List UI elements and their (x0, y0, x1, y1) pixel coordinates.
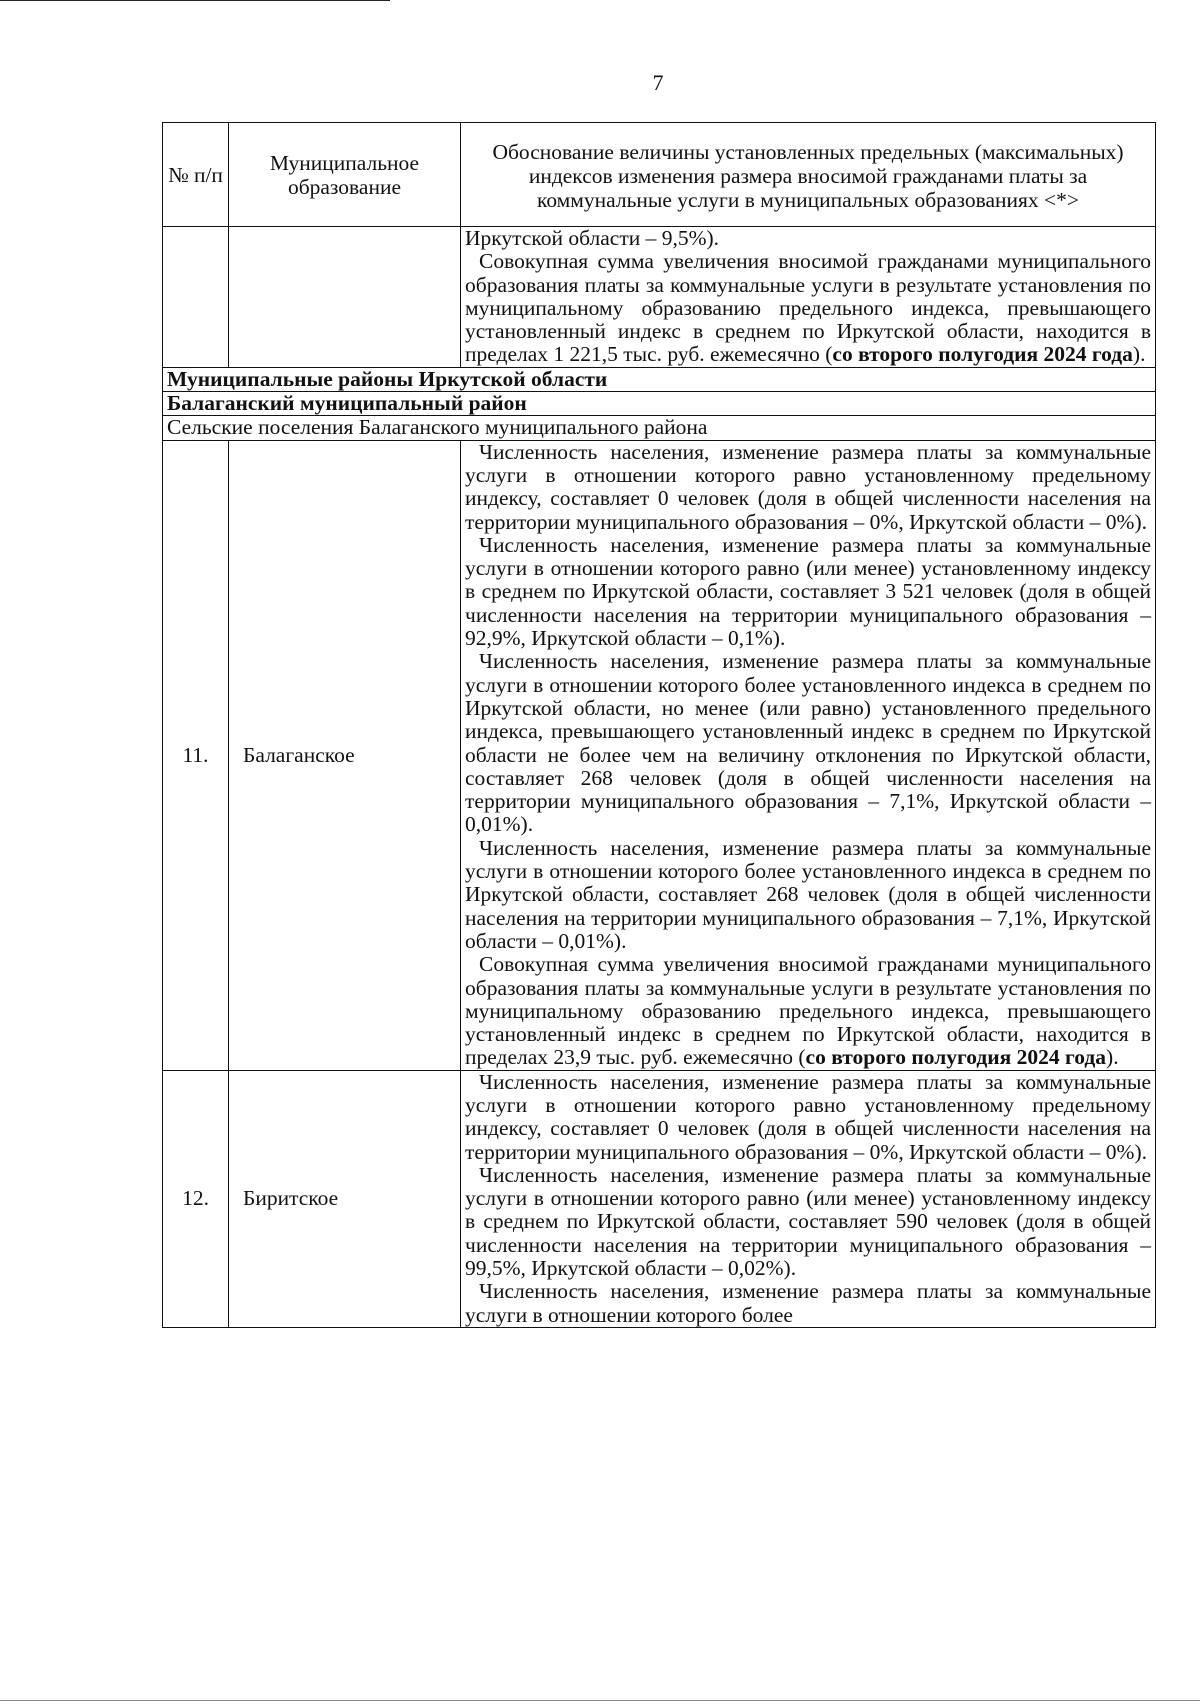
district-row (163, 392, 1156, 416)
continuation-row (163, 227, 1156, 368)
page-number: 7 (652, 70, 664, 95)
continuation-paragraph-2 (465, 250, 1151, 366)
row-basis (461, 440, 1156, 1070)
basis-period: со второго полугодия 2024 года (805, 1045, 1107, 1070)
basis-paragraph-2: Численность населения, изменение размера платы за коммунальные услуги в отношении которого равно (или менее) установленному индексу в среднем по Иркутской области, составляет 3 521 человек (доля в общей численности населения на территории муниципального образования – 92,9%, Иркутской области – 0,1%). (465, 532, 1151, 651)
basis-paragraph-5-end: ). (1106, 1045, 1119, 1070)
row-municipality: Балаганское (229, 440, 461, 1070)
bottom-edge-line (0, 1700, 1200, 1701)
basis-paragraph-5-text: Совокупная сумма увеличения вносимой гражданами муниципального образования платы за коммунальные услуги в результате установления по муниципальному образованию предельного индекса, превышающего установленный индекс в среднем по Иркутской области, находится в пределах 23,9 тыс. руб. ежемесячно ( (465, 952, 1151, 1070)
continuation-period: со второго полугодия 2024 года (832, 342, 1133, 367)
table-header-row (163, 123, 1156, 227)
basis-paragraph-1: Численность населения, изменение размера платы за коммунальные услуги в отношении которого равно установленному предельному индексу, составляет 0 человек (доля в общей численности населения на территории муниципального образования – 0%, Иркутской области – 0%). (465, 1069, 1151, 1164)
table-row (163, 1070, 1156, 1327)
row-basis (461, 1070, 1156, 1327)
district-title: Балаганский муниципальный район (163, 392, 1156, 416)
row-number: 12. (163, 1070, 229, 1327)
header-municipality: Муниципальное образование (229, 123, 461, 227)
basis-paragraph-3: Численность населения, изменение размера платы за коммунальные услуги в отношении которого более установленного индекса в среднем по Иркутской области, но менее (или равно) установленного предельного индекса, превышающего установленный индекс в среднем по Иркутской области не более чем на величину отклонения по Иркутской области, составляет 268 человек (доля в общей численности населения на территории муниципального образования – 7,1%, Иркутской области – 0,01%). (465, 649, 1151, 837)
basis-paragraph-5 (465, 953, 1151, 1069)
continuation-number-cell (163, 227, 229, 368)
continuation-paragraph-2-end: ). (1132, 342, 1146, 367)
top-edge-line (0, 0, 390, 1)
header-basis: Обоснование величины установленных предельных (максимальных) индексов изменения размера вносимой гражданами платы за коммунальные услуги в муниципальных образованиях <*> (461, 123, 1156, 227)
continuation-paragraph-1: Иркутской области – 9,5%). (465, 226, 720, 250)
subsection-row (163, 416, 1156, 440)
basis-paragraph-4: Численность населения, изменение размера платы за коммунальные услуги в отношении которого более установленного индекса в среднем по Иркутской области, составляет 268 человек (доля в общей численности населения на территории муниципального образования – 7,1%, Иркутской области – 0,01%). (465, 835, 1151, 953)
section-title: Муниципальные районы Иркутской области (163, 367, 1156, 391)
subsection-title: Сельские поселения Балаганского муниципального района (163, 416, 1156, 440)
section-row (163, 367, 1156, 391)
basis-paragraph-3: Численность населения, изменение размера платы за коммунальные услуги в отношении которого более (465, 1279, 1151, 1327)
row-municipality: Биритское (229, 1070, 461, 1327)
municipal-index-table (162, 122, 1156, 1328)
table-row (163, 440, 1156, 1070)
continuation-municipality-cell (229, 227, 461, 368)
header-number: № п/п (163, 123, 229, 227)
continuation-basis-cell (461, 227, 1156, 368)
continuation-paragraph-2-text: Совокупная сумма увеличения вносимой гражданами муниципального образования платы за коммунальные услуги в результате установления по муниципальному образованию предельного индекса, превышающего установленный индекс в среднем по Иркутской области, находится в пределах 1 221,5 тыс. руб. ежемесячно ( (465, 249, 1151, 367)
basis-paragraph-2: Численность населения, изменение размера платы за коммунальные услуги в отношении которого равно (или менее) установленному индексу в среднем по Иркутской области, составляет 590 человек (доля в общей численности населения на территории муниципального образования – 99,5%, Иркутской области – 0,02%). (465, 1162, 1151, 1281)
basis-paragraph-1: Численность населения, изменение размера платы за коммунальные услуги в отношении которого равно установленному предельному индексу, составляет 0 человек (доля в общей численности населения на территории муниципального образования – 0%, Иркутской области – 0%). (465, 439, 1151, 534)
row-number: 11. (163, 440, 229, 1070)
